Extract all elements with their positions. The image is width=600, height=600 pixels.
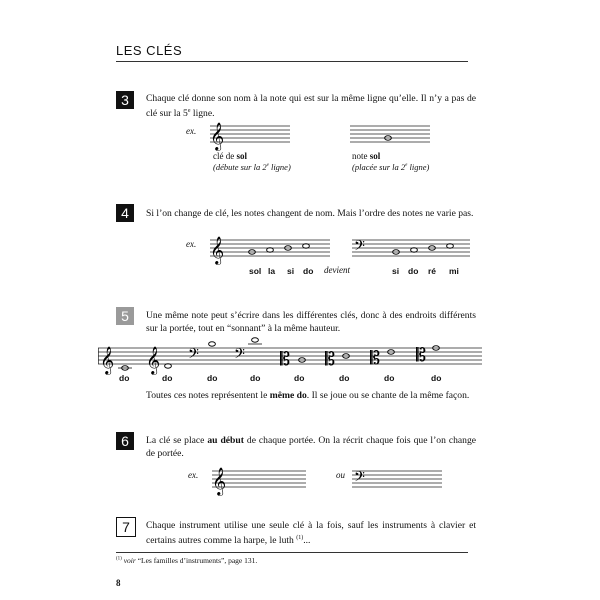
treble-clef-icon: 𝄞 xyxy=(100,346,115,374)
treble-clef-icon: 𝄞 xyxy=(146,346,161,374)
note-label: do xyxy=(294,373,305,383)
label-cle-de-sol-b: sol xyxy=(236,151,247,161)
note-label: do xyxy=(162,373,173,383)
alto-clef-icon: 𝄡 xyxy=(370,348,381,369)
example-label: ex. xyxy=(186,239,197,249)
treble-clef-icon: 𝄞 xyxy=(210,122,225,150)
section-7-text xyxy=(146,519,476,547)
section-7-text-main: Chaque instrument utilise une seule clé à la fois, sauf les instruments à clavier et certains autres comme la harpe, le luth xyxy=(146,520,476,547)
bass-clef-icon: 𝄢 xyxy=(354,238,365,258)
note-label: si xyxy=(287,266,295,276)
header-rule xyxy=(116,61,468,62)
sub-cle-de-sol-a: (débute sur la 2 xyxy=(213,162,267,172)
section-6-text-a: La clé se place xyxy=(146,435,208,446)
section-number-3: 3 xyxy=(116,91,134,109)
section-6-text-b: au début xyxy=(207,435,244,446)
note-label: do xyxy=(339,373,350,383)
alto-clef-icon: 𝄡 xyxy=(416,345,427,366)
sub-cle-de-sol-sup: e xyxy=(266,163,269,169)
whole-note-icon xyxy=(411,248,418,252)
label-cle-de-sol xyxy=(213,151,247,161)
section-3-sup: e xyxy=(187,108,191,114)
section-number-7: 7 xyxy=(116,517,136,537)
sub-note-sol-sup: e xyxy=(405,163,408,169)
section-number-6: 6 xyxy=(116,432,134,450)
note-label: do xyxy=(408,266,419,276)
bass-clef-icon: 𝄢 xyxy=(234,346,245,366)
footnote-text: “Les familles d’instruments”, page 131. xyxy=(137,556,258,565)
example-label: ex. xyxy=(186,126,197,136)
staff-treble-notes xyxy=(210,236,330,266)
staff-treble-clef xyxy=(210,122,290,152)
note-label: do xyxy=(431,373,442,383)
note-label: do xyxy=(303,266,314,276)
whole-note-icon xyxy=(447,244,454,248)
footnote xyxy=(116,556,257,565)
section-number-4: 4 xyxy=(116,204,134,222)
bass-clef-icon: 𝄢 xyxy=(188,346,199,366)
staff-all-clefs xyxy=(98,340,482,374)
caption-a: Toutes ces notes représentent le xyxy=(146,390,270,401)
note-label: do xyxy=(119,373,130,383)
label-note-sol-b: sol xyxy=(369,151,381,161)
whole-note-icon xyxy=(209,342,216,346)
treble-clef-icon: 𝄞 xyxy=(210,236,225,264)
note-label: ré xyxy=(428,266,437,276)
label-note-sol xyxy=(352,151,380,161)
page-title: LES CLÉS xyxy=(116,43,183,58)
whole-note-icon xyxy=(252,338,259,342)
alto-clef-icon: 𝄡 xyxy=(325,349,336,370)
sub-note-sol xyxy=(352,162,429,172)
page-number: 8 xyxy=(116,578,121,588)
caption-b: même do xyxy=(269,390,307,401)
section-3-text xyxy=(146,92,476,120)
section-7-sup: (1) xyxy=(296,535,304,541)
sub-note-sol-end: ligne) xyxy=(407,162,430,172)
section-number-5: 5 xyxy=(116,307,134,325)
staff-note-sol xyxy=(350,122,430,152)
whole-note-icon xyxy=(267,248,274,252)
section-5-text: Une même note peut s’écrire dans les différentes clés, donc à des endroits différents sur la portée, tout en “sonnant” à la même hauteur. xyxy=(146,310,476,334)
note-label: mi xyxy=(449,266,459,276)
note-label: si xyxy=(392,266,400,276)
note-label: do xyxy=(207,373,218,383)
sub-note-sol-a: (placée sur la 2 xyxy=(352,162,406,172)
alto-clef-icon: 𝄡 xyxy=(280,349,291,370)
section-6-text-c: de chaque portée. On la récrit chaque fois que l’on change de portée. xyxy=(146,435,476,459)
note-label: sol xyxy=(249,266,262,276)
section-5-caption xyxy=(146,389,476,402)
label-note-sol-a: note xyxy=(352,151,370,161)
section-7-end: ... xyxy=(303,535,311,547)
sub-cle-de-sol xyxy=(213,162,291,172)
bass-clef-icon: 𝄢 xyxy=(354,469,365,489)
staff-bass-empty xyxy=(352,467,442,497)
whole-note-icon xyxy=(303,244,310,248)
example-label: ex. xyxy=(188,470,199,480)
caption-c: . Il se joue ou se chante de la même façon. xyxy=(306,390,470,401)
section-6-text xyxy=(146,434,476,460)
whole-note-icon xyxy=(165,364,172,368)
devient-label: devient xyxy=(324,265,350,275)
note-label: do xyxy=(384,373,395,383)
staff-bass-notes xyxy=(352,236,470,266)
section-4-text: Si l’on change de clé, les notes changent de nom. Mais l’ordre des notes ne varie pas. xyxy=(146,208,474,219)
note-label: do xyxy=(250,373,261,383)
staff-treble-empty xyxy=(212,467,306,497)
section-3-text-main: Chaque clé donne son nom à la note qui est sur la même ligne qu’elle. Il n’y a pas de clé sur la 5 xyxy=(146,93,476,120)
note-label: la xyxy=(268,266,276,276)
footnote-voir: voir xyxy=(121,556,138,565)
footnote-rule xyxy=(116,552,468,553)
treble-clef-icon: 𝄞 xyxy=(212,467,227,495)
ou-label: ou xyxy=(336,470,345,480)
footnote-sup: (1) xyxy=(116,556,122,562)
sub-cle-de-sol-end: ligne) xyxy=(268,162,291,172)
label-cle-de-sol-a: clé de xyxy=(213,151,237,161)
section-3-text-end: ligne. xyxy=(190,108,215,120)
